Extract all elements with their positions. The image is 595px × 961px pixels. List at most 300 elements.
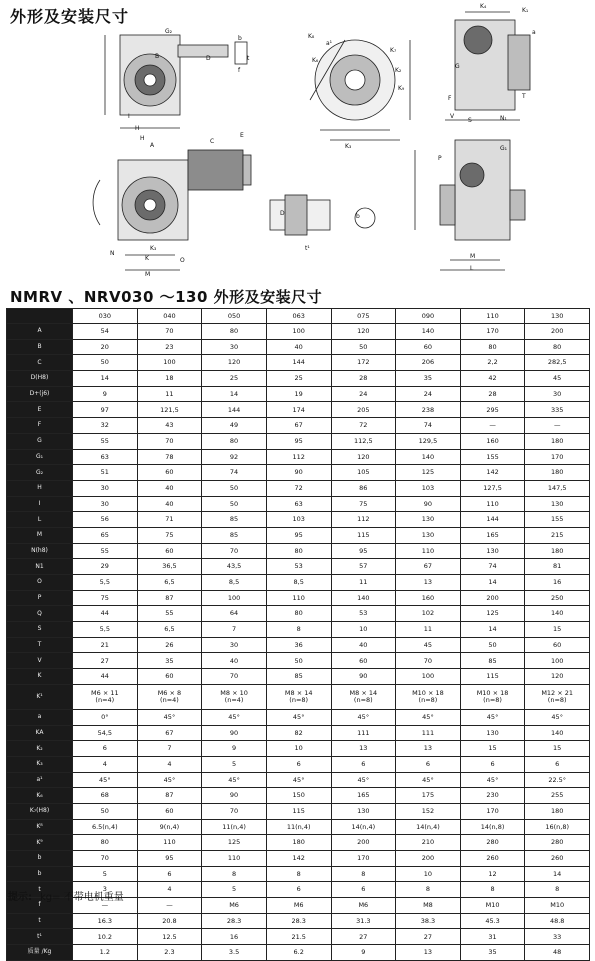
table-cell: 155 bbox=[525, 512, 590, 528]
table-cell: 11(n,4) bbox=[202, 819, 267, 835]
table-cell: 165 bbox=[460, 527, 525, 543]
row-label: K bbox=[7, 669, 73, 685]
table-row bbox=[7, 543, 590, 559]
table-cell: 144 bbox=[202, 402, 267, 418]
table-cell: 95 bbox=[266, 433, 331, 449]
dimension-label: b bbox=[238, 35, 242, 42]
dimension-label: K₆ bbox=[312, 57, 319, 64]
table-row bbox=[7, 945, 590, 961]
dimension-label: A bbox=[150, 142, 155, 149]
table-cell: 85 bbox=[266, 669, 331, 685]
table-cell: 4 bbox=[137, 882, 202, 898]
table-cell: 70 bbox=[202, 669, 267, 685]
table-cell: 8,5 bbox=[266, 575, 331, 591]
table-cell: 8 bbox=[525, 882, 590, 898]
column-header: 040 bbox=[137, 309, 202, 324]
table-cell: 150 bbox=[266, 788, 331, 804]
table-cell: 51 bbox=[73, 465, 138, 481]
table-cell: 6 bbox=[525, 756, 590, 772]
table-cell: 13 bbox=[396, 741, 461, 757]
table-cell: 6 bbox=[331, 756, 396, 772]
table-cell: 5 bbox=[202, 882, 267, 898]
row-label: K₆ bbox=[7, 788, 73, 804]
table-cell: 22.5° bbox=[525, 772, 590, 788]
table-cell: 40 bbox=[266, 339, 331, 355]
table-cell: 45.3 bbox=[460, 913, 525, 929]
table-cell: 25 bbox=[202, 371, 267, 387]
table-cell: M12 × 21 (n=8) bbox=[525, 684, 590, 709]
table-cell: 112 bbox=[331, 512, 396, 528]
table-cell: 95 bbox=[266, 527, 331, 543]
table-cell: 63 bbox=[266, 496, 331, 512]
table-cell: 127,5 bbox=[460, 480, 525, 496]
table-header-row bbox=[7, 309, 590, 324]
row-label: b bbox=[7, 866, 73, 882]
table-cell: 30 bbox=[202, 339, 267, 355]
dimension-label: K₂ bbox=[395, 67, 402, 74]
table-cell: 5 bbox=[202, 756, 267, 772]
table-cell: 45° bbox=[331, 709, 396, 725]
table-cell: 27 bbox=[396, 929, 461, 945]
dimension-label: S bbox=[468, 117, 472, 124]
table-cell: 80 bbox=[202, 433, 267, 449]
table-cell: 15 bbox=[460, 741, 525, 757]
table-cell: M10 × 18 (n=8) bbox=[460, 684, 525, 709]
drawing-bottom-right bbox=[415, 140, 525, 270]
row-label: T bbox=[7, 637, 73, 653]
table-cell: 11 bbox=[396, 622, 461, 638]
table-cell: M8 × 14 (n=8) bbox=[331, 684, 396, 709]
table-cell: 21 bbox=[73, 637, 138, 653]
dimension-label: f bbox=[238, 67, 241, 74]
table-cell: 3 bbox=[73, 882, 138, 898]
table-cell: 335 bbox=[525, 402, 590, 418]
table-cell: 70 bbox=[202, 803, 267, 819]
table-cell: — bbox=[525, 418, 590, 434]
row-label: N1 bbox=[7, 559, 73, 575]
column-header: 050 bbox=[202, 309, 267, 324]
table-cell: 180 bbox=[525, 465, 590, 481]
dimension-label: K₈ bbox=[308, 33, 315, 40]
row-label: N(h8) bbox=[7, 543, 73, 559]
table-row bbox=[7, 709, 590, 725]
table-cell: 45 bbox=[396, 637, 461, 653]
table-cell: 206 bbox=[396, 355, 461, 371]
row-label: B bbox=[7, 339, 73, 355]
table-title: NMRV 、NRV030 ～130 外形及安装尺寸 bbox=[10, 288, 323, 306]
table-row bbox=[7, 622, 590, 638]
column-header: 030 bbox=[73, 309, 138, 324]
note bbox=[8, 888, 124, 903]
dimension-label: K₁ bbox=[522, 7, 529, 14]
note-tag: 提示: bbox=[8, 892, 32, 903]
table-cell: 6.5(n,4) bbox=[73, 819, 138, 835]
table-cell: 152 bbox=[396, 803, 461, 819]
table-cell: 0° bbox=[73, 709, 138, 725]
table-cell: 40 bbox=[202, 653, 267, 669]
table-cell: 160 bbox=[460, 433, 525, 449]
table-cell: 180 bbox=[525, 433, 590, 449]
row-label: K₃ bbox=[7, 756, 73, 772]
dimension-label: N bbox=[110, 250, 115, 257]
table-cell: 21.5 bbox=[266, 929, 331, 945]
table-cell: 170 bbox=[331, 851, 396, 867]
table-cell: 33 bbox=[525, 929, 590, 945]
dimension-table bbox=[6, 308, 590, 961]
table-cell: M6 bbox=[331, 898, 396, 914]
table-cell: M10 bbox=[460, 898, 525, 914]
table-cell: 115 bbox=[331, 527, 396, 543]
table-cell: 80 bbox=[73, 835, 138, 851]
table-cell: 8 bbox=[266, 622, 331, 638]
table-cell: 31 bbox=[460, 929, 525, 945]
table-cell: 142 bbox=[266, 851, 331, 867]
table-cell: 115 bbox=[266, 803, 331, 819]
table-cell: 4 bbox=[137, 756, 202, 772]
table-row bbox=[7, 866, 590, 882]
table-cell: 20 bbox=[73, 339, 138, 355]
table-row bbox=[7, 653, 590, 669]
table-row bbox=[7, 465, 590, 481]
table-cell: 27 bbox=[331, 929, 396, 945]
row-label: K₂ bbox=[7, 741, 73, 757]
row-label: a bbox=[7, 709, 73, 725]
table-cell: 80 bbox=[460, 339, 525, 355]
row-label: K⁸ bbox=[7, 819, 73, 835]
table-row bbox=[7, 433, 590, 449]
table-cell: 9 bbox=[202, 741, 267, 757]
table-cell: 100 bbox=[396, 669, 461, 685]
table-row bbox=[7, 913, 590, 929]
drawing-flange-top bbox=[310, 40, 410, 140]
table-cell: 110 bbox=[266, 590, 331, 606]
table-cell: 35 bbox=[137, 653, 202, 669]
dimension-label: G₂ bbox=[165, 28, 173, 35]
table-cell: 24 bbox=[331, 386, 396, 402]
table-cell: 260 bbox=[460, 851, 525, 867]
table-row bbox=[7, 741, 590, 757]
table-cell: 282,5 bbox=[525, 355, 590, 371]
table-cell: 43,5 bbox=[202, 559, 267, 575]
table-cell: 70 bbox=[202, 543, 267, 559]
dimension-label: K₃ bbox=[150, 245, 157, 252]
table-cell: 170 bbox=[460, 803, 525, 819]
dimension-label: F bbox=[448, 95, 452, 102]
table-cell: 45° bbox=[396, 772, 461, 788]
dimension-label: K₃ bbox=[345, 143, 352, 150]
row-label: C bbox=[7, 355, 73, 371]
dimension-label: E bbox=[240, 132, 244, 139]
table-cell: 165 bbox=[331, 788, 396, 804]
table-cell: 45° bbox=[525, 709, 590, 725]
table-cell: 14 bbox=[73, 371, 138, 387]
table-row bbox=[7, 496, 590, 512]
table-cell: 72 bbox=[331, 418, 396, 434]
table-cell: 56 bbox=[73, 512, 138, 528]
dimension-label: O bbox=[180, 257, 185, 264]
table-cell: 5,5 bbox=[73, 575, 138, 591]
table-cell: 11 bbox=[137, 386, 202, 402]
dimension-label: L bbox=[470, 265, 474, 272]
table-row bbox=[7, 339, 590, 355]
table-cell: 85 bbox=[460, 653, 525, 669]
table-cell: 170 bbox=[525, 449, 590, 465]
table-cell: 50 bbox=[73, 355, 138, 371]
table-cell: 180 bbox=[525, 543, 590, 559]
table-row bbox=[7, 803, 590, 819]
table-cell: 67 bbox=[137, 725, 202, 741]
table-cell: 28 bbox=[331, 371, 396, 387]
row-label: t¹ bbox=[7, 929, 73, 945]
table-cell: 110 bbox=[137, 835, 202, 851]
table-cell: 53 bbox=[266, 559, 331, 575]
table-cell: 100 bbox=[202, 590, 267, 606]
table-cell: 28.3 bbox=[266, 913, 331, 929]
column-header: 090 bbox=[396, 309, 461, 324]
table-cell: 44 bbox=[73, 669, 138, 685]
table-cell: 50 bbox=[460, 637, 525, 653]
table-cell: 13 bbox=[331, 741, 396, 757]
table-row bbox=[7, 324, 590, 340]
table-cell: 9(n,4) bbox=[137, 819, 202, 835]
table-cell: 2,2 bbox=[460, 355, 525, 371]
column-header: 063 bbox=[266, 309, 331, 324]
table-cell: 180 bbox=[525, 803, 590, 819]
dimension-label: a¹ bbox=[326, 40, 333, 47]
table-cell: 110 bbox=[396, 543, 461, 559]
table-cell: 31.3 bbox=[331, 913, 396, 929]
table-cell: 80 bbox=[525, 339, 590, 355]
table-cell: 23 bbox=[137, 339, 202, 355]
table-row bbox=[7, 637, 590, 653]
table-cell: 111 bbox=[396, 725, 461, 741]
table-cell: 16 bbox=[202, 929, 267, 945]
table-cell: 144 bbox=[266, 355, 331, 371]
table-cell: 14(n,4) bbox=[331, 819, 396, 835]
row-label: S bbox=[7, 622, 73, 638]
table-cell: 103 bbox=[396, 480, 461, 496]
table-cell: 8,5 bbox=[202, 575, 267, 591]
table-cell: 95 bbox=[137, 851, 202, 867]
table-cell: 200 bbox=[396, 851, 461, 867]
table-cell: 50 bbox=[202, 496, 267, 512]
table-cell: 40 bbox=[137, 496, 202, 512]
table-cell: 55 bbox=[73, 543, 138, 559]
table-cell: M10 bbox=[525, 898, 590, 914]
table-cell: 70 bbox=[396, 653, 461, 669]
table-cell: 15 bbox=[525, 622, 590, 638]
table-cell: 6 bbox=[266, 756, 331, 772]
table-cell: 70 bbox=[137, 433, 202, 449]
table-cell: 125 bbox=[460, 606, 525, 622]
table-cell: 10.2 bbox=[73, 929, 138, 945]
table-cell: 30 bbox=[73, 496, 138, 512]
table-cell: 280 bbox=[460, 835, 525, 851]
table-cell: 6 bbox=[460, 756, 525, 772]
table-cell: 80 bbox=[266, 606, 331, 622]
table-cell: 111 bbox=[331, 725, 396, 741]
table-cell: 260 bbox=[525, 851, 590, 867]
table-cell: 172 bbox=[331, 355, 396, 371]
drawing-middle-left bbox=[93, 150, 251, 270]
row-label: I bbox=[7, 496, 73, 512]
table-cell: 32 bbox=[73, 418, 138, 434]
table-cell: 60 bbox=[396, 339, 461, 355]
table-cell: 30 bbox=[73, 480, 138, 496]
table-cell: 130 bbox=[460, 725, 525, 741]
table-cell: 8 bbox=[460, 882, 525, 898]
row-label: P bbox=[7, 590, 73, 606]
table-cell: 35 bbox=[396, 371, 461, 387]
table-cell: — bbox=[73, 898, 138, 914]
dimension-label: H bbox=[135, 125, 140, 132]
table-cell: 175 bbox=[396, 788, 461, 804]
dimension-label: B bbox=[155, 53, 160, 60]
table-cell: 45° bbox=[202, 772, 267, 788]
table-cell: 215 bbox=[525, 527, 590, 543]
row-label: D+(j6) bbox=[7, 386, 73, 402]
table-cell: 6.2 bbox=[266, 945, 331, 961]
row-label: V bbox=[7, 653, 73, 669]
table-cell: 255 bbox=[525, 788, 590, 804]
table-cell: 295 bbox=[460, 402, 525, 418]
table-cell: 24 bbox=[396, 386, 461, 402]
table-cell: 13 bbox=[396, 575, 461, 591]
table-cell: 5,5 bbox=[73, 622, 138, 638]
table-cell: 200 bbox=[460, 590, 525, 606]
dimension-label: C bbox=[210, 138, 215, 145]
table-cell: 120 bbox=[331, 324, 396, 340]
table-cell: 6 bbox=[266, 882, 331, 898]
dimension-label: M bbox=[145, 271, 151, 278]
dimension-label: D bbox=[280, 210, 285, 217]
table-row bbox=[7, 772, 590, 788]
table-cell: 120 bbox=[331, 449, 396, 465]
row-label: G₂ bbox=[7, 465, 73, 481]
table-cell: 44 bbox=[73, 606, 138, 622]
table-cell: 45° bbox=[331, 772, 396, 788]
table-cell: 110 bbox=[460, 496, 525, 512]
column-header: 130 bbox=[525, 309, 590, 324]
table-cell: 12 bbox=[460, 866, 525, 882]
table-cell: 120 bbox=[202, 355, 267, 371]
table-cell: 130 bbox=[396, 527, 461, 543]
table-cell: 100 bbox=[137, 355, 202, 371]
table-cell: 48.8 bbox=[525, 913, 590, 929]
row-label: K₇(H8) bbox=[7, 803, 73, 819]
table-cell: 115 bbox=[460, 669, 525, 685]
row-label: D(H8) bbox=[7, 371, 73, 387]
dimension-label: K₄ bbox=[480, 3, 487, 10]
table-cell: 130 bbox=[525, 496, 590, 512]
table-cell: 26 bbox=[137, 637, 202, 653]
table-cell: 45° bbox=[266, 709, 331, 725]
table-cell: 16(n,8) bbox=[525, 819, 590, 835]
table-cell: M8 × 10 (n=4) bbox=[202, 684, 267, 709]
table-cell: 71 bbox=[137, 512, 202, 528]
table-cell: 40 bbox=[331, 637, 396, 653]
dimension-label: a bbox=[532, 29, 536, 36]
table-row bbox=[7, 449, 590, 465]
table-cell: 125 bbox=[202, 835, 267, 851]
table-cell: 35 bbox=[460, 945, 525, 961]
table-cell: 2.3 bbox=[137, 945, 202, 961]
table-cell: 14 bbox=[202, 386, 267, 402]
table-cell: 97 bbox=[73, 402, 138, 418]
dimension-label: t¹ bbox=[305, 245, 310, 252]
table-row bbox=[7, 480, 590, 496]
table-cell: 4 bbox=[73, 756, 138, 772]
table-cell: 80 bbox=[202, 324, 267, 340]
table-cell: 57 bbox=[331, 559, 396, 575]
table-cell: 174 bbox=[266, 402, 331, 418]
table-cell: 13 bbox=[396, 945, 461, 961]
table-cell: 45° bbox=[202, 709, 267, 725]
table-cell: 8 bbox=[331, 866, 396, 882]
table-cell: 170 bbox=[460, 324, 525, 340]
table-cell: 60 bbox=[137, 543, 202, 559]
table-cell: 85 bbox=[202, 512, 267, 528]
table-cell: 100 bbox=[525, 653, 590, 669]
table-cell: 45° bbox=[137, 772, 202, 788]
table-row bbox=[7, 835, 590, 851]
table-cell: 63 bbox=[73, 449, 138, 465]
table-cell: 1.2 bbox=[73, 945, 138, 961]
table-cell: M8 × 14 (n=8) bbox=[266, 684, 331, 709]
table-cell: 130 bbox=[331, 803, 396, 819]
table-cell: 16.3 bbox=[73, 913, 138, 929]
row-label: M bbox=[7, 527, 73, 543]
table-cell: 130 bbox=[460, 543, 525, 559]
table-cell: 70 bbox=[73, 851, 138, 867]
table-cell: 25 bbox=[266, 371, 331, 387]
table-cell: 7 bbox=[137, 741, 202, 757]
table-row bbox=[7, 929, 590, 945]
dimension-label: K₉ bbox=[398, 85, 405, 92]
table-cell: 147,5 bbox=[525, 480, 590, 496]
table-row bbox=[7, 512, 590, 528]
table-cell: 180 bbox=[266, 835, 331, 851]
table-cell: 100 bbox=[266, 324, 331, 340]
table-cell: 14(n,4) bbox=[396, 819, 461, 835]
table-cell: 11(n,4) bbox=[266, 819, 331, 835]
table-cell: 81 bbox=[525, 559, 590, 575]
table-cell: 210 bbox=[396, 835, 461, 851]
dimension-label: H bbox=[140, 135, 145, 142]
table-row bbox=[7, 788, 590, 804]
dimension-label: K bbox=[145, 255, 149, 262]
table-cell: M10 × 18 (n=8) bbox=[396, 684, 461, 709]
table-cell: 5 bbox=[73, 866, 138, 882]
dimension-label: b bbox=[356, 213, 360, 220]
table-cell: 160 bbox=[396, 590, 461, 606]
dimension-label: t bbox=[247, 55, 250, 62]
table-cell: 29 bbox=[73, 559, 138, 575]
table-row bbox=[7, 684, 590, 709]
dimension-label: T bbox=[522, 93, 526, 100]
row-label: A bbox=[7, 324, 73, 340]
table-cell: 112,5 bbox=[331, 433, 396, 449]
table-cell: 27 bbox=[73, 653, 138, 669]
table-row bbox=[7, 386, 590, 402]
table-cell: 6 bbox=[73, 741, 138, 757]
table-cell: 8 bbox=[202, 866, 267, 882]
row-label: L bbox=[7, 512, 73, 528]
table-cell: 45° bbox=[266, 772, 331, 788]
table-cell: 250 bbox=[525, 590, 590, 606]
table-cell: 87 bbox=[137, 590, 202, 606]
dimension-label: K₇ bbox=[390, 47, 397, 54]
